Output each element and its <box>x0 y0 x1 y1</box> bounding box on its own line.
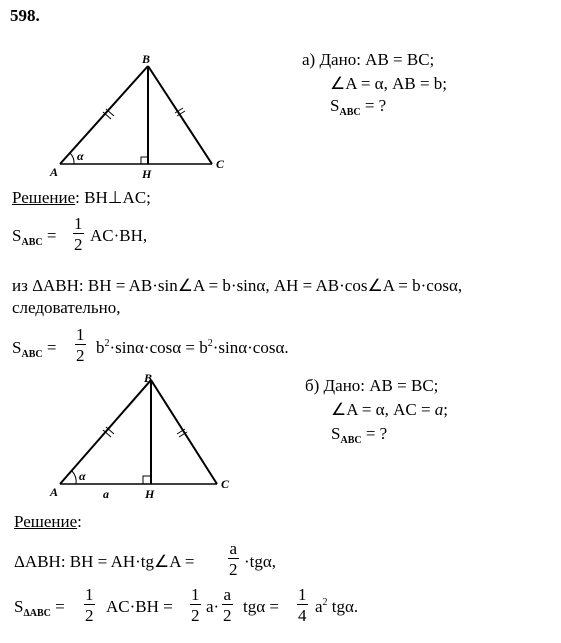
result-b-end: $a^2$ tgα. <box>315 597 359 616</box>
vertex-c-label: C <box>216 157 225 171</box>
vertex-b-top-b <box>140 372 160 388</box>
vertex-b-label-b: B <box>144 371 153 385</box>
fraction-b-1: $\frac{1}{2}$ <box>85 585 94 625</box>
given-b-line3: $S_{ABC}$ = ? <box>331 424 388 446</box>
triangle-figure-b <box>0 371 561 501</box>
given-a-line1: а) Дано: AB = BC; <box>302 50 435 69</box>
problem-number: 598. <box>10 6 40 25</box>
vertex-h-label: H <box>142 167 152 181</box>
vertex-a-label-b: A <box>50 485 59 499</box>
bh-tg-line-left: ΔABH: BH = AH·tg∠A = <box>14 552 195 571</box>
fraction-half-a: $\frac{1}{2}$ <box>74 214 83 254</box>
angle-alpha-label-b: α <box>79 469 86 483</box>
fraction-half-result-a: $\frac{1}{2}$ <box>76 325 85 365</box>
fraction-b-4: $\frac{1}{4}$ <box>298 585 307 625</box>
vertex-b-label: B <box>142 52 151 66</box>
angle-alpha-label: α <box>77 149 84 163</box>
result-b-ac-bh: AC·BH = <box>106 597 173 616</box>
fraction-b-3: $\frac{a}{2}$ <box>223 585 232 625</box>
given-a-line3: $S_{ABC}$ = ? <box>330 96 387 118</box>
vertex-c-label-b: C <box>221 477 230 491</box>
bh-tg-line-right: ·tgα, <box>244 552 277 571</box>
given-b-line2: ∠A = α, AC = a; <box>331 400 449 419</box>
result-b-left: $S_{\Delta ABC}$ = <box>14 597 65 619</box>
result-b-a: a· <box>206 597 220 616</box>
given-a-line2: ∠A = α, AB = b; <box>330 74 447 93</box>
area-formula-a-left: $S_{ABC}$ = <box>12 226 57 248</box>
fraction-a-over-2: $\frac{a}{2}$ <box>229 539 238 579</box>
solution-b-header: Решение: <box>14 512 82 531</box>
fraction-b-2: $\frac{1}{2}$ <box>191 585 200 625</box>
result-b-tg: tgα = <box>243 597 279 616</box>
bh-ah-line: из ΔABH: BH = AB·sin∠A = b·sinα, AH = AB·cos∠A = b·cosα, <box>12 276 463 295</box>
hence-line: следовательно, <box>12 298 121 317</box>
given-b-line1: б) Дано: AB = BC; <box>305 376 439 395</box>
vertex-a-label: A <box>50 165 59 179</box>
area-formula-a-right: AC·BH, <box>90 226 148 245</box>
segment-a-label: a <box>103 487 109 501</box>
solution-a-header: Решение: BH⊥AC; <box>12 188 151 207</box>
result-a-right: $b^2\cdot\sin\alpha\cdot\cos\alpha = b^2\cdot\sin\alpha\cdot\cos\alpha$. <box>96 338 289 357</box>
result-a-left: $S_{ABC}$ = <box>12 338 57 360</box>
triangle-figure-a <box>0 0 561 200</box>
vertex-h-label-b: H <box>145 487 155 501</box>
